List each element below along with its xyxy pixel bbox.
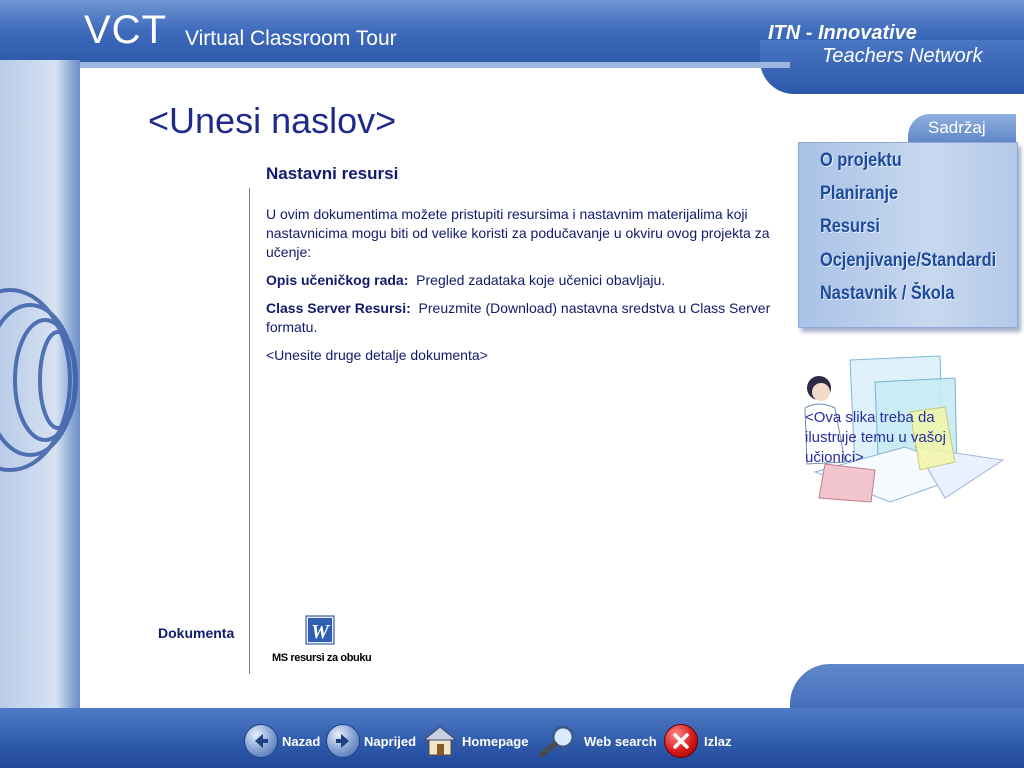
- network-title-line1: ITN - Innovative: [768, 22, 917, 44]
- page-title: <Unesi naslov>: [148, 100, 397, 141]
- documents-label: Dokumenta: [158, 625, 235, 641]
- forward-button-label: Naprijed: [364, 733, 417, 749]
- web-search-button-label: Web search: [584, 733, 657, 749]
- arrow-left-icon: [244, 724, 278, 758]
- network-title-line2: Teachers Network: [822, 45, 983, 67]
- web-search-button[interactable]: [536, 722, 657, 760]
- close-x-icon: [664, 724, 698, 758]
- resource-item-text: Pregled zadataka koje učenici obavljaju.: [416, 272, 666, 288]
- exit-button-label: Izlaz: [704, 733, 732, 749]
- vct-logo: VCT: [84, 8, 167, 52]
- resource-item-label: Class Server Resursi:: [266, 300, 411, 316]
- menu-item-ocjenjivanje[interactable]: Ocjenjivanje/Standardi: [820, 250, 997, 271]
- resource-item-label: Opis učeničkog rada:: [266, 272, 409, 288]
- menu-item-o-projektu[interactable]: O projektu: [820, 150, 902, 171]
- content-body: [266, 205, 771, 374]
- illustration-caption: <Ova slika treba da ilustruje temu u vašoj učionici>: [805, 409, 946, 466]
- homepage-button-label: Homepage: [462, 733, 529, 749]
- home-icon: [422, 723, 458, 759]
- magnifier-icon: [536, 723, 580, 759]
- vct-subtitle: Virtual Classroom Tour: [185, 27, 397, 50]
- content-divider: [249, 188, 250, 674]
- menu-item-resursi[interactable]: Resursi: [820, 216, 880, 237]
- section-heading: Nastavni resursi: [266, 164, 399, 183]
- menu-item-nastavnik-skola[interactable]: Nastavnik / Škola: [820, 283, 955, 304]
- resource-item: [266, 271, 771, 290]
- menu-item-planiranje[interactable]: Planiranje: [820, 183, 899, 204]
- word-document-icon[interactable]: [305, 615, 335, 645]
- homepage-button[interactable]: [422, 722, 528, 760]
- extra-details-placeholder: <Unesite druge detalje dokumenta>: [266, 347, 488, 363]
- contents-tab-label: Sadržaj: [928, 118, 986, 137]
- document-link-caption[interactable]: MS resursi za obuku: [272, 652, 372, 664]
- intro-paragraph: U ovim dokumentima možete pristupiti resursima i nastavnim materijalima koji nastavnicima mogu biti od velike koristi za podučavanje u okviru ovog projekta za učenje:: [266, 206, 770, 260]
- back-button[interactable]: [244, 722, 320, 760]
- svg-text:W: W: [311, 621, 329, 643]
- back-button-label: Nazad: [282, 733, 321, 749]
- resource-item-text: Preuzmite (Download) nastavna sredstva u Class Server formatu.: [266, 300, 771, 335]
- exit-button[interactable]: [664, 722, 731, 760]
- arrow-right-icon: [326, 724, 360, 758]
- forward-button[interactable]: [326, 722, 416, 760]
- resource-item: [266, 299, 771, 337]
- header-shine-line: [0, 62, 790, 68]
- globe-rings-decoration: [0, 280, 80, 480]
